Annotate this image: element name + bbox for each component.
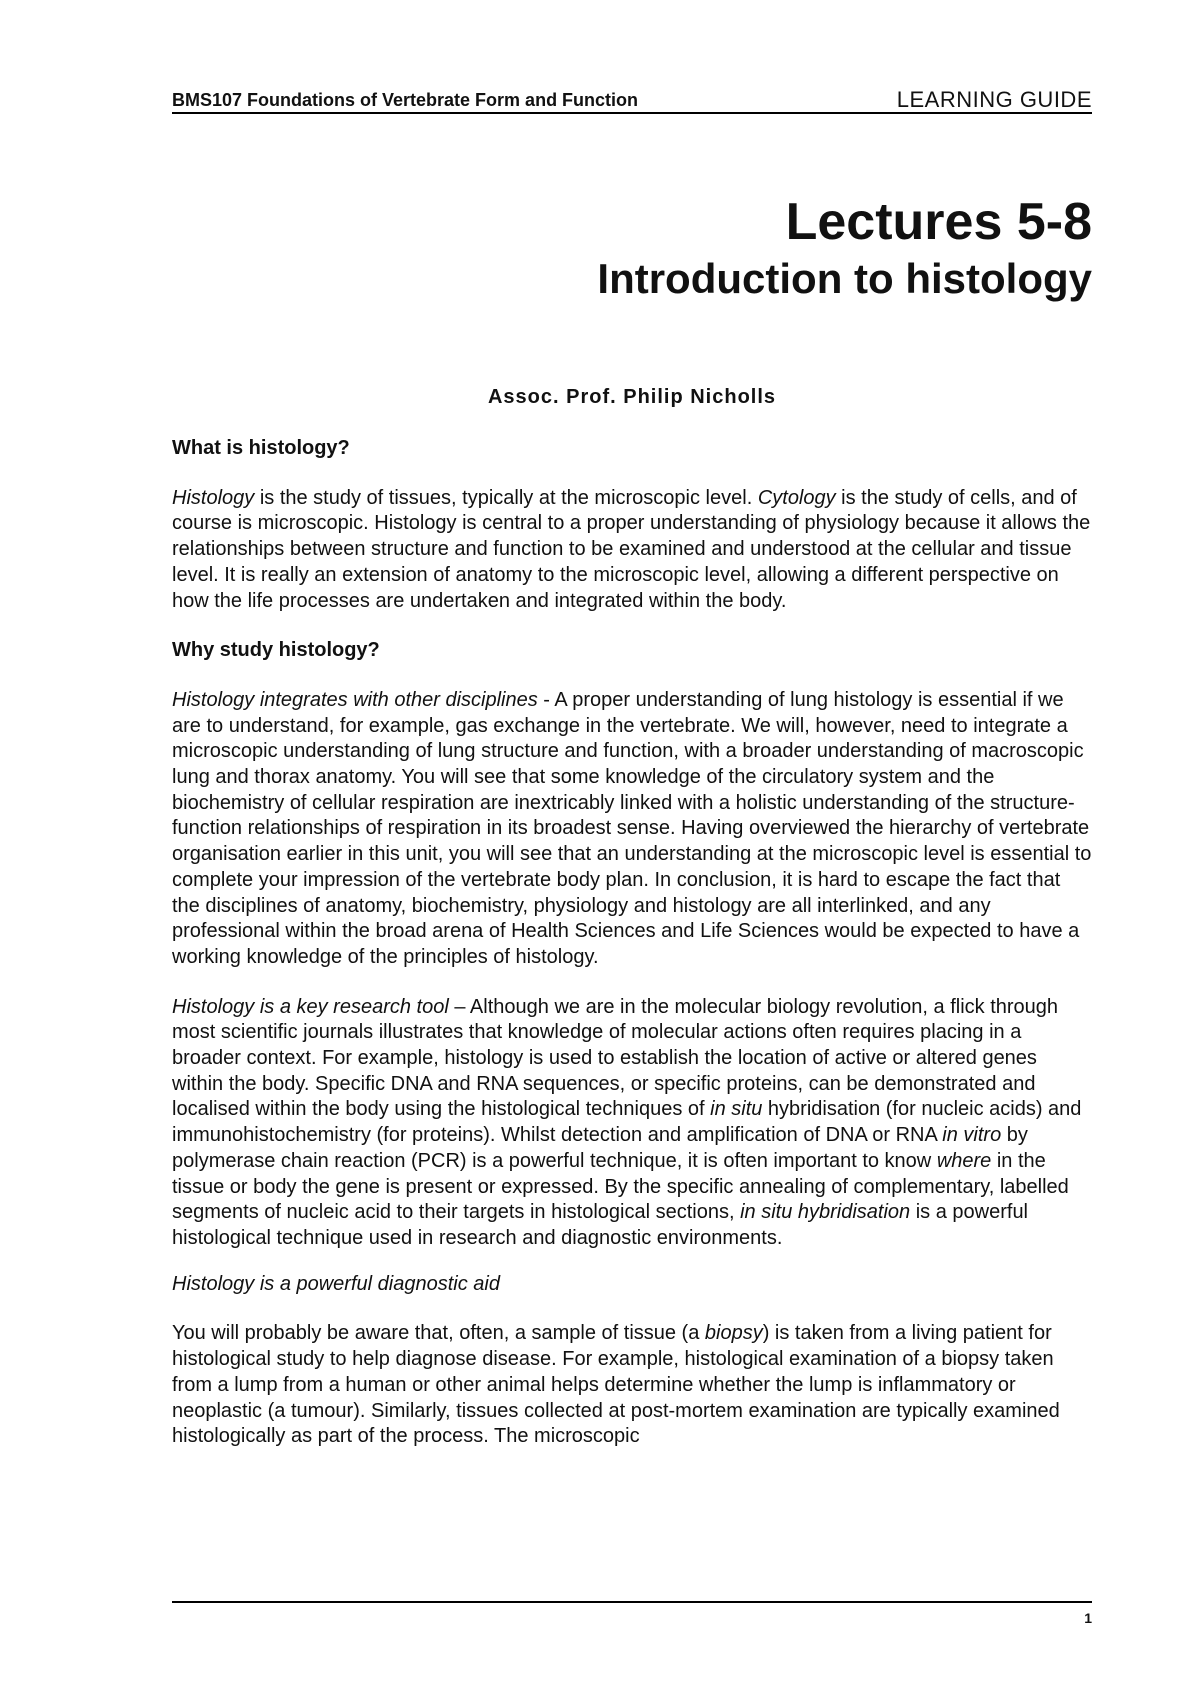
lead-integrates: Histology integrates with other disciplines [172,688,538,711]
topic-title: Introduction to histology [597,255,1092,302]
heading-what-is-histology: What is histology? [172,437,350,459]
lead-research-tool: Histology is a key research tool [172,995,449,1018]
term-biopsy: biopsy [704,1322,763,1345]
heading-diagnostic-aid: Histology is a powerful diagnostic aid [172,1272,500,1295]
paragraph-what-is-histology: Histology is the study of tissues, typically at the microscopic level. Cytology is the study of cells, and of course is microscopic. Histology is central to a proper understanding of physiology because it allows the relationships between structure and function to be examined and understood at the cellular and tissue level. It is really an extension of anatomy to the microscopic level, allowing a different perspective on how the life processes are undertaken and integrated within the body. [172,486,1091,612]
document-body [172,430,1092,1474]
page-number: 1 [1084,1610,1092,1626]
paragraph-research-tool: Histology is a key research tool – Although we are in the molecular biology revolution, a flick through most scientific journals illustrates that knowledge of molecular actions often requires placing in a broader context. For example, histology is used to establish the location of active or altered genes within the body. Specific DNA and RNA sequences, or specific proteins, can be demonstrated and localised within the body using the histological techniques of in situ hybridisation (for nucleic acids) and immunohistochemistry (for proteins). Whilst detection and amplification of DNA or RNA in vitro by polymerase chain reaction (PCR) is a powerful technique, it is often important to know where in the tissue or body the gene is present or expressed. By the specific annealing of complementary, labelled segments of nucleic acid to their targets in histological sections, in situ hybridisation is a powerful histological technique used in research and diagnostic environments. [172,995,1082,1249]
term-cytology: Cytology [757,486,836,509]
term-histology: Histology [172,486,255,509]
paragraph-diagnostic: You will probably be aware that, often, a sample of tissue (a biopsy) is taken from a living patient for histological study to help diagnose disease. For example, histological examination of a biopsy taken from a lump from a human or other animal helps determine whether the lump is inflammatory or neoplastic (a tumour). Similarly, tissues collected at post-mortem examination are typically examined histologically as part of the process. The microscopic [172,1322,1060,1448]
learning-guide-label: LEARNING GUIDE [896,87,1092,112]
footer-divider [172,1601,1092,1603]
paragraph-integrates: Histology integrates with other disciplines - A proper understanding of lung histology is essential if we are to understand, for example, gas exchange in the vertebrate. We will, however, need to integrate a microscopic understanding of lung structure and function, with a broader understanding of macroscopic lung and thorax anatomy. You will see that some knowledge of the circulatory system and the biochemistry of cellular respiration are inextricably linked with a holistic understanding of the structure-function relationships of respiration in its broadest sense. Having overviewed the hierarchy of vertebrate organisation earlier in this unit, you will see that an understanding at the microscopic level is essential to complete your impression of the vertebrate body plan. In conclusion, it is hard to escape the fact that the disciplines of anatomy, biochemistry, physiology and histology are all interlinked, and any professional within the broad arena of Health Sciences and Life Sciences would be expected to have a working knowledge of the principles of histology. [172,688,1092,968]
course-title: BMS107 Foundations of Vertebrate Form and Function [172,90,639,110]
heading-why-study-histology: Why study histology? [172,639,380,662]
lecture-range-title: Lectures 5-8 [785,193,1092,251]
running-header [172,86,1092,114]
title-block [597,192,1092,306]
author-name: Assoc. Prof. Philip Nicholls [487,386,777,408]
